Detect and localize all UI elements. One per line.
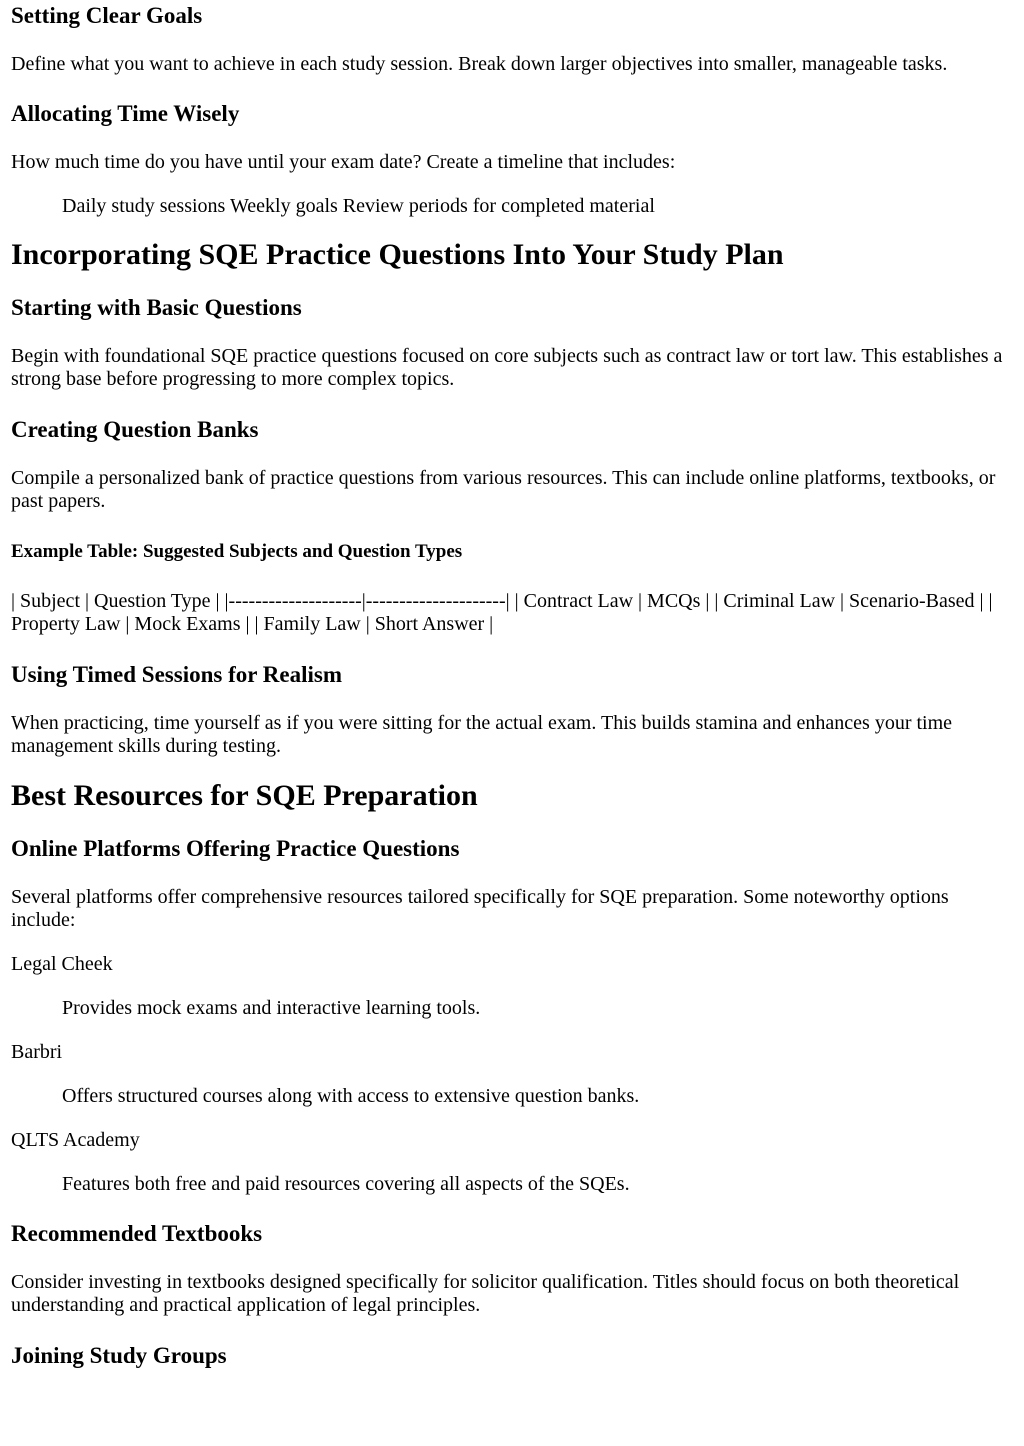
platform-name: Legal Cheek [11,953,113,975]
list-text: Daily study sessions Weekly goals Review periods for completed material [62,195,655,217]
section-heading: Starting with Basic Questions [11,295,302,320]
paragraph: When practicing, time yourself as if you were sitting for the actual exam. This builds stamina and enhances your time management skills during testing. [11,712,953,757]
section-heading: Allocating Time Wisely [11,101,240,126]
platform-name: Barbri [11,1041,63,1063]
table-heading: Example Table: Suggested Subjects and Question Types [11,541,463,562]
section-heading: Online Platforms Offering Practice Questions [11,836,460,861]
platform-description: Features both free and paid resources covering all aspects of the SQEs. [62,1173,630,1195]
paragraph: Compile a personalized bank of practice questions from various resources. This can include online platforms, textbooks, or past papers. [11,467,996,512]
paragraph: Several platforms offer comprehensive resources tailored specifically for SQE preparation. Some noteworthy options include: [11,886,949,931]
main-heading: Incorporating SQE Practice Questions Into Your Study Plan [11,238,784,271]
platform-description: Provides mock exams and interactive learning tools. [62,997,481,1019]
section-heading: Setting Clear Goals [11,3,203,28]
platform-description: Offers structured courses along with access to extensive question banks. [62,1085,640,1107]
section-heading: Using Timed Sessions for Realism [11,662,342,687]
platform-name: QLTS Academy [11,1129,140,1151]
section-heading: Joining Study Groups [11,1343,227,1368]
paragraph: Begin with foundational SQE practice questions focused on core subjects such as contract law or tort law. This establishes a strong base before progressing to more complex topics. [11,345,1003,390]
main-heading: Best Resources for SQE Preparation [11,779,478,812]
paragraph: Consider investing in textbooks designed specifically for solicitor qualification. Titles should focus on both theoretical understanding and practical application of legal principles. [11,1271,960,1316]
paragraph: How much time do you have until your exam date? Create a timeline that includes: [11,151,676,173]
section-heading: Creating Question Banks [11,417,259,442]
paragraph: Define what you want to achieve in each study session. Break down larger objectives into smaller, manageable tasks. [11,53,948,75]
section-heading: Recommended Textbooks [11,1221,263,1246]
table-raw-text: | Subject | Question Type | |--------------------|---------------------| | Contract Law | MCQs | | Criminal Law | Scenario-Based | | Property Law | Mock Exams | | Family Law | Short Answer | [11,590,993,635]
